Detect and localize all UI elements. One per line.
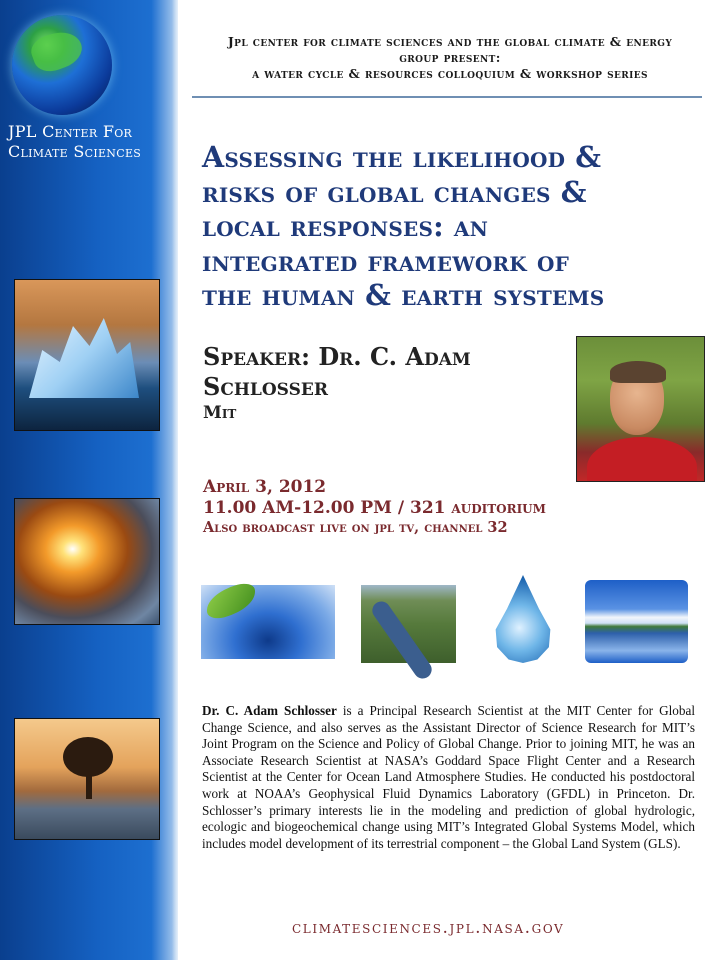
globe-land-shape	[27, 26, 86, 77]
speaker-bio	[202, 703, 695, 852]
header-line3: a water cycle & resources colloquium & workshop series	[252, 66, 648, 81]
header-line2: group present:	[399, 50, 501, 65]
tree-trunk-shape	[86, 769, 92, 799]
portrait-hair-shape	[610, 361, 666, 383]
sidebar-title-line2: Climate Sciences	[8, 142, 142, 161]
event-header	[190, 34, 710, 82]
bio-text: is a Principal Research Scientist at the MIT Center for Global Change Science, and also serves as the Assistant Director of Science Research for MIT’s Joint Program on the Science and Policy of Global Change. Prior to joining MIT, he was an Associate Research Scientist at NASA’s Goddard Space Flight Center and a Research Scientist at the Center for Ocean Land Atmosphere Studies. He conducted his postdoctoral work at NOAA’s Geophysical Fluid Dynamics Laboratory (GFDL) in Princeton. Dr. Schlosser’s primary interests lie in the modeling and prediction of global hydrologic, ecologic and biogeochemical change using MIT’s Integrated Global Systems Model, which includes model development of its terrestrial component – the Global Land System (GLS).	[202, 703, 695, 851]
talk-title	[202, 140, 717, 313]
water-leaf-photo	[201, 585, 335, 659]
event-broadcast: Also broadcast live on jpl tv, channel 32	[203, 519, 508, 536]
sidebar-title	[8, 122, 173, 162]
sidebar-edge-glow	[172, 0, 180, 960]
canal-water-shape	[369, 598, 435, 682]
portrait-shirt-shape	[587, 437, 697, 482]
leaf-shape	[202, 581, 259, 622]
water-drop-globe-image	[487, 575, 559, 663]
sidebar-title-line1: JPL Center For	[8, 122, 133, 141]
canal-photo	[361, 585, 456, 663]
iceberg-photo	[14, 279, 160, 431]
speaker-name	[203, 342, 563, 402]
title-line1: Assessing the likelihood &	[202, 140, 602, 174]
speaker-line2: Schlosser	[203, 372, 328, 401]
header-line1: Jpl center for climate sciences and the global climate & energy	[227, 34, 673, 49]
title-line2: risks of global changes &	[202, 174, 587, 209]
website-link[interactable]: climatesciences.jpl.nasa.gov	[292, 918, 565, 938]
speaker-affiliation: Mit	[203, 403, 237, 423]
globe-icon	[12, 15, 112, 115]
event-time-location: 11.00 AM-12.00 PM / 321 auditorium	[203, 498, 546, 518]
header-divider	[192, 96, 702, 98]
sky-reflection-photo	[585, 580, 688, 663]
bio-speaker-name: Dr. C. Adam Schlosser	[202, 703, 337, 718]
iceberg-ice-shape	[29, 318, 139, 398]
tree-reflection-photo	[14, 718, 160, 840]
earth-sunrise-photo	[14, 498, 160, 625]
speaker-line1: Speaker: Dr. C. Adam	[203, 342, 471, 371]
speaker-portrait	[576, 336, 705, 482]
title-line3: local responses: an	[202, 209, 489, 243]
title-line4: integrated framework of	[202, 243, 570, 278]
event-date: April 3, 2012	[203, 477, 327, 497]
title-line5: the human & earth systems	[202, 278, 605, 312]
